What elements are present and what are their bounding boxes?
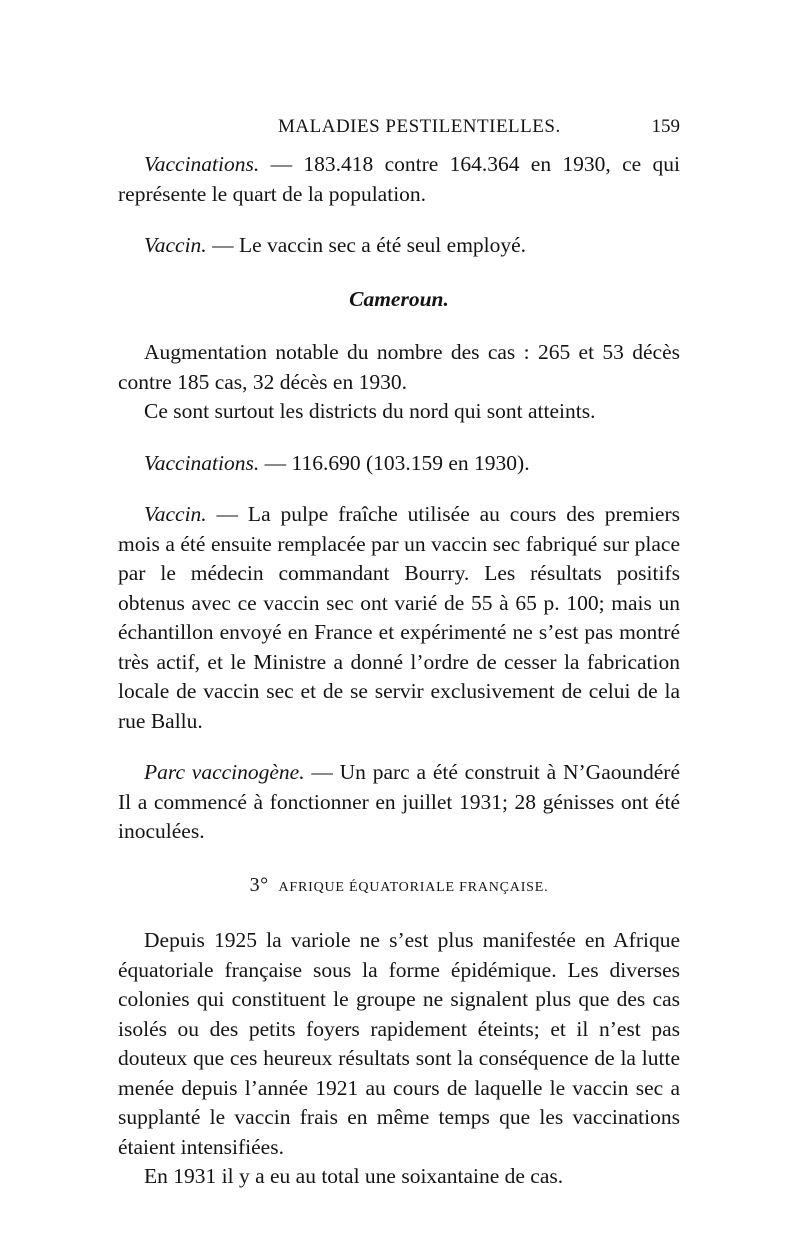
paragraph-parc-vaccinogene <box>118 758 680 847</box>
paragraph-label: Vaccin. <box>144 233 207 257</box>
section-number: 3° <box>249 873 269 896</box>
paragraph-vaccinations-2 <box>118 449 680 479</box>
paragraph-aef-variole: Depuis 1925 la variole ne s’est plus manifestée en Afrique équatoriale française sous la forme épidémique. Les diverses colonies qui constituent le groupe ne signalent plus que des cas isolés ou des petits foyers rapidement éteints; et il n’est pas douteux que ces heureux résultats sont la conséquence de la lutte menée depuis l’année 1921 au cours de laquelle le vaccin sec a supplanté le vaccin frais en même temps que les vaccinations étaient intensifiées. <box>118 928 680 1159</box>
paragraph-label: Parc vaccinogène. <box>144 760 305 784</box>
page-body <box>118 150 680 1192</box>
section-heading-aef <box>118 871 680 903</box>
paragraph-vaccinations-1 <box>118 150 680 209</box>
paragraph-text: — 183.418 contre 164.364 en 1930, ce qui représente le quart de la population. <box>118 152 680 206</box>
section-title: AFRIQUE ÉQUATORIALE FRANÇAISE. <box>278 879 549 895</box>
paragraph-text: — Le vaccin sec a été seul employé. <box>206 233 527 257</box>
paragraph-vaccin-2 <box>118 500 680 736</box>
paragraph-districts: Ce sont surtout les districts du nord qui sont atteints. <box>144 399 596 423</box>
paragraph-text: — Un parc a été construit à N’Gaoundéré Il a commencé à fonctionner en juillet 1931; 28 génisses ont été inoculées. <box>118 760 680 843</box>
running-title: MALADIES PESTILENTIELLES. <box>278 116 561 137</box>
page-number: 159 <box>651 116 680 137</box>
paragraph-text: — 116.690 (103.159 en 1930). <box>259 450 530 475</box>
paragraph-augmentation: Augmentation notable du nombre des cas : 265 et 53 décès contre 185 cas, 32 décès en 1930. <box>118 340 680 394</box>
paragraph-text: — La pulpe fraîche utilisée au cours des premiers mois a été ensuite remplacée par un vaccin sec fabriqué sur place par le médecin commandant Bourry. Les résultats positifs obtenus avec ce vaccin sec ont varié de 55 à 65 p. 100; mais un échantillon envoyé en France et expérimenté ne s’est pas montré très actif, et le Ministre a donné l’ordre de cesser la fabrication locale de vaccin sec et de se servir exclusivement de celui de la rue Ballu. <box>118 502 680 733</box>
paragraph-aef-1931: En 1931 il y a eu au total une soixantaine de cas. <box>144 1164 564 1188</box>
running-head <box>118 116 680 144</box>
paragraph-label: Vaccinations. <box>144 152 260 176</box>
section-heading-cameroun: Cameroun. <box>349 286 449 311</box>
paragraph-vaccin-1 <box>118 231 680 261</box>
paragraph-label: Vaccinations. <box>144 450 260 475</box>
paragraph-label: Vaccin. <box>144 502 207 526</box>
